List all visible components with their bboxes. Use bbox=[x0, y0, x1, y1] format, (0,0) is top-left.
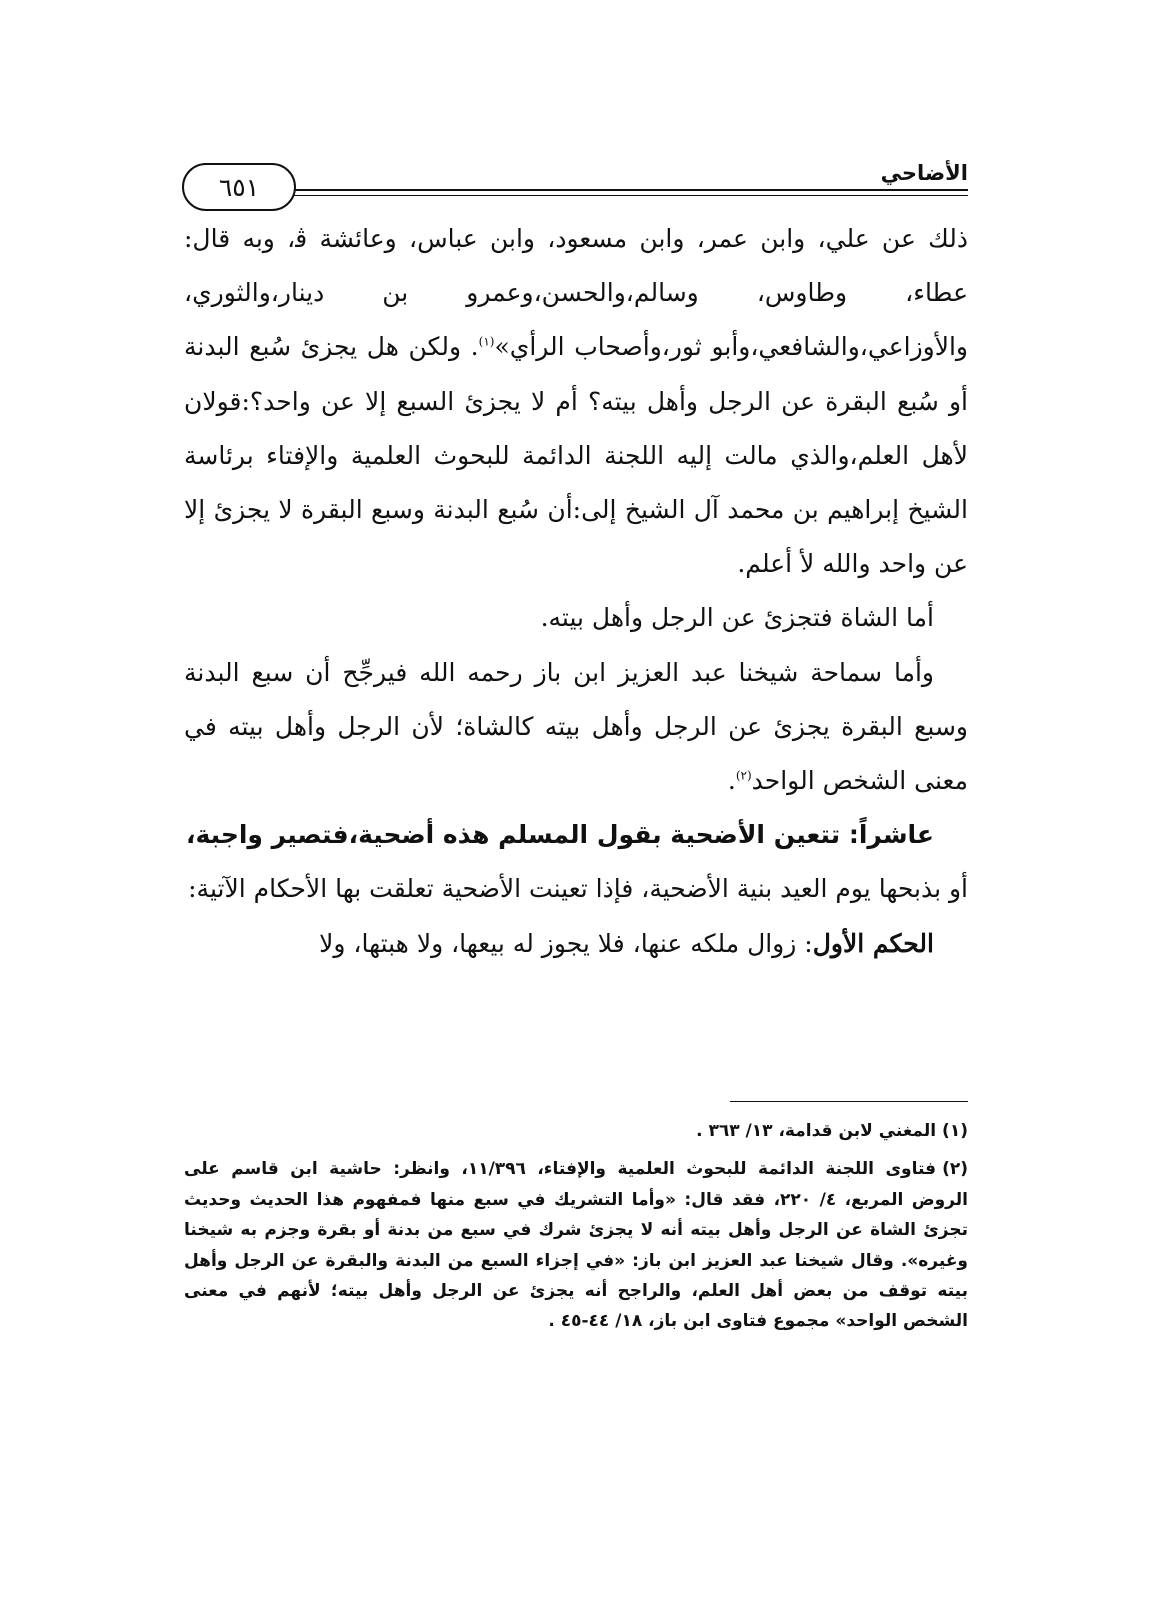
footnote-ref-2[interactable]: (٢) bbox=[735, 768, 752, 783]
page-header bbox=[182, 155, 968, 210]
paragraph-1: ذلك عن علي، وابن عمر، وابن مسعود، وابن عباس، وعائشة ﭬ، وبه قال: عطاء، وطاوس، وسالم،والحسن،وعمرو بن دينار،والثوري، والأوزاعي،والشافعي،وأبو ثور،وأصحاب الرأي»$^{(١)}$. ولكن هل يجزئ سُبع البدنة أو سُبع البقرة عن الرجل وأهل بيته؟ أم لا يجزئ السبع إلا عن واحد؟:قولان لأهل العلم،والذي مالت إليه اللجنة الدائمة للبحوث العلمية والإفتاء برئاسة الشيخ إبراهيم بن محمد آل الشيخ إلى:أن سُبع البدنة وسبع البقرة لا يجزئ إلا عن واحد والله ﻷ أعلم. bbox=[184, 224, 968, 579]
footnote-2: (٢)فتاوى اللجنة الدائمة للبحوث العلمية والإفتاء، ١١/٣٩٦، وانظر: حاشية ابن قاسم على الروض المربع، ٤/ ٢٢٠، فقد قال: «وأما التشريك في سبع منها فمفهوم هذا الحديث وحديث تجزئ الشاة عن الرجل وأهل بيته أنه لا يجزئ شرك في سبع من بدنة أو بقرة وجزم به شيخنا وغيره». وقال شيخنا عبد العزيز ابن باز: «في إجزاء السبع من البدنة والبقرة عن الرجل وأهل بيته توقف من بعض أهل العلم، والراجح أنه يجزئ عن الرجل وأهل بيته؛ لأنهم في معنى الشخص الواحد» مجموع فتاوى ابن باز، ١٨/ ٤٤-٤٥ . bbox=[184, 1159, 969, 1332]
section-heading: عاشراً: تتعين الأضحية بقول المسلم هذه أضحية،فتصير واجبة، bbox=[185, 820, 934, 850]
paragraph-3: وأما سماحة شيخنا عبد العزيز ابن باز رحمه الله فيرجِّح أن سبع البدنة وسبع البقرة يجزئ عن الرجل وأهل بيته كالشاة؛ لأن الرجل وأهل بيته في معنى الشخص الواحد$^{(٢)}$. bbox=[184, 657, 968, 796]
footnote-divider bbox=[730, 1101, 968, 1102]
chapter-title: الأضاحي bbox=[880, 161, 968, 185]
footnote-ref-1[interactable]: (١) bbox=[478, 335, 495, 350]
ruling-label: الحكم الأول bbox=[812, 928, 934, 958]
main-text bbox=[184, 212, 968, 971]
paragraph-5: الحكم الأول: زوال ملكه عنها، فلا يجوز له بيعها، ولا هبتها، ولا bbox=[319, 928, 934, 958]
header-rule-thin bbox=[274, 195, 968, 196]
header-rule bbox=[274, 189, 968, 191]
paragraph-2: أما الشاة فتجزئ عن الرجل وأهل بيته. bbox=[540, 603, 934, 633]
footnote-1: (١)المغني لابن قدامة، ١٣/ ٣٦٣ . bbox=[696, 1121, 968, 1141]
paragraph-4: أو بذبحها يوم العيد بنية الأضحية، فإذا تعينت الأضحية تعلقت بها الأحكام الآتية: bbox=[188, 874, 968, 904]
page-number: ٦٥١ bbox=[182, 163, 296, 211]
footnotes bbox=[184, 1116, 968, 1345]
